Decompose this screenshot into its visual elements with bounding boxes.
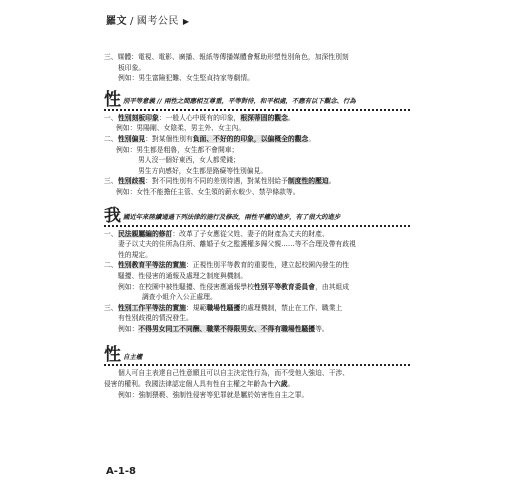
page-number: A-1-8 xyxy=(106,466,136,477)
header-subtitle: 國考公民 xyxy=(136,16,179,27)
list-item-cont: 妻子以丈夫的住所為住所、離婚子女之監護權多歸父親……等不合理及帶有歧視 xyxy=(118,240,356,249)
list-example-cont: 男生方向感好，女生都是路癡等性別偏見。 xyxy=(138,166,268,175)
section-big-char: 性 xyxy=(104,89,121,110)
list-example: 例如：不得男女同工不同酬、職業不得限男女、不得有職場性騷擾等。 xyxy=(118,324,329,333)
list-example: 例如：男生都是粗魯，女生都不會開車； xyxy=(116,145,239,154)
list-item-cont: 有性別歧視的情況發生。 xyxy=(118,314,193,323)
header-separator: / xyxy=(130,16,134,27)
paragraph: 侵害的權利。我國法律認定個人具有性自主權之年齡為十六歲。 xyxy=(104,380,295,389)
list-item-cont: 騷擾、性侵害的通報及處理之制度與機制。 xyxy=(118,271,248,280)
list-example: 例如：男陽剛、女陰柔、男主外、女主內。 xyxy=(116,124,246,133)
header-arrow-icon: ▶ xyxy=(182,17,190,26)
section-legislation-heading xyxy=(104,207,410,225)
list-item: 二、性別教育平等法的實施：正視性別平等教育的重要性，建立起校園內發生的性 xyxy=(104,261,350,270)
paragraph: 個人可自主表達自己性意願且可以自主決定性行為，而不受他人強迫、干涉、 xyxy=(118,369,350,378)
page-header xyxy=(106,12,190,27)
section-heading-text: 別平等意義 // 兩性之間應相互尊重，平等對待，和平相處，不應有以下觀念、行為 xyxy=(123,97,356,106)
dotted-divider xyxy=(104,225,410,227)
intro-item-3: 三、媒體：電視、電影、廣播、報紙等傳播媒體會幫助形塑性別角色，加深性別刻 xyxy=(104,53,349,61)
list-item: 一、性別刻板印象：一般人心中既有的印象，根深蒂固的觀念。 xyxy=(104,113,295,122)
section-heading-text: 自主權 xyxy=(123,352,143,361)
paragraph-example: 例如：強制猥褻、強制性侵害等犯罪就是屬於妨害性自主之罪。 xyxy=(118,390,309,399)
list-example-cont: 男人沒一個好東西，女人都愛錢； xyxy=(138,156,240,165)
list-example-cont: 調查小組介入公正處理。 xyxy=(142,293,217,302)
list-example: 例如：在校園中被性騷擾、性侵害應通報學校性別平等教育委員會，由其組成 xyxy=(118,282,350,291)
list-item-cont: 性的規定。 xyxy=(118,250,152,259)
list-item: 二、性別偏見：對某個性別有負面、不好的的印象，以偏概全的觀念。 xyxy=(104,134,316,143)
list-item: 一、民法親屬編的修訂：改革了子女應從父姓、妻子的財產為丈夫的財產、 xyxy=(104,229,329,238)
section-big-char: 性 xyxy=(104,345,121,366)
page-content xyxy=(104,52,410,400)
dotted-divider xyxy=(104,364,410,366)
section-heading-text: 國近年來陸續通過下列法律的施行及修改，兩性平權的進步，有了很大的進步 xyxy=(123,212,341,221)
section-gender-equality-heading xyxy=(104,91,410,109)
header-title: 羅文 xyxy=(106,16,127,27)
intro-example: 例如：男生富險犯難、女生堅貞持家等劇情。 xyxy=(118,74,254,83)
list-item: 三、性別工作平等法的實施：規範職場性騷擾的處理機制，禁止在工作、職業上 xyxy=(104,303,343,312)
list-item: 三、性別歧視：對不同性別有不同的差別待遇，對某性別給予制度性的壓迫。 xyxy=(104,177,336,186)
dotted-divider xyxy=(104,109,410,111)
section-big-char: 我 xyxy=(104,205,121,226)
intro-item-3-cont: 板印象。 xyxy=(118,63,146,72)
list-example: 例如：女性不能擔任主管、女生領的薪水較少、禁孕條款等。 xyxy=(116,187,300,196)
section-sexual-autonomy-heading xyxy=(104,346,410,364)
